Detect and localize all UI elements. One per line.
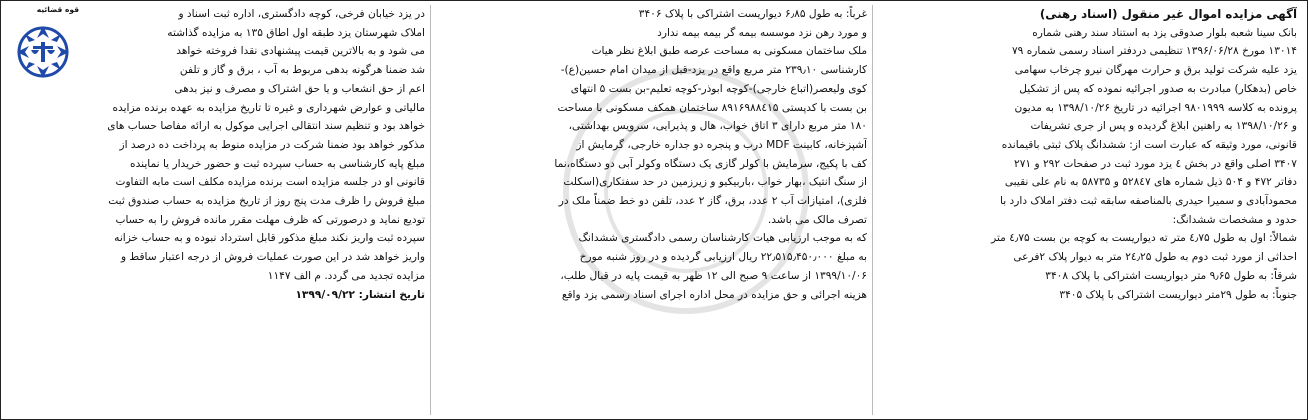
notice-title: آگهی مزایده اموال غیر منقول (اسناد رهنی) xyxy=(1039,7,1297,21)
text-line: به مبلغ ۲۲٫۵۱۵٫۴۵۰٫۰۰۰ ریال ارزیابی گردیده و در روز شنبه مورخ xyxy=(579,251,867,264)
text-line: می شود و به بالاترین قیمت پیشنهادی نقدا فروخته خواهد xyxy=(176,45,425,58)
text-line: و ۱۳۹۸/۱۰/۲۶ به راهنین ابلاغ گردیده و پس از جری تشریفات xyxy=(1030,120,1297,133)
text-line: کف با پکیج، سرمایش با کولر گازی یک دستگاه وکولر آبی دو دستگاه،نما xyxy=(554,157,867,170)
text-line: شرقاً: به طول ۹٫۶۵ متر دیواریست اشتراکی با پلاک ۳۴۰۸ xyxy=(1045,269,1297,282)
text-line: مزایده تجدید می گردد. م الف ۱۱۴۷ xyxy=(267,269,425,282)
text-line: املاک شهرستان یزد طبقه اول اطاق ۱۳۵ به مزایده گذاشته xyxy=(167,26,425,39)
text-line: قانونی او در جلسه مزایده است برنده مزایده مکلف است مابه التفاوت xyxy=(115,176,425,189)
text-line: مبلغ پایه کارشناسی به حساب سپرده ثبت و حضور خریدار یا نماینده xyxy=(130,157,425,170)
judiciary-logo xyxy=(7,5,79,95)
text-line: اعم از حق انشعاب و یا حق اشتراک و مصرف و نیز بدهی xyxy=(174,82,425,95)
text-line: از سنگ انتیک ،بهار خواب ،باربیکیو و زیرزمین در حد سفتکاری(اسکلت xyxy=(563,176,867,189)
text-line: جنوباً: به طول ۲۹متر دیواریست اشتراکی با پلاک ۳۴۰۵ xyxy=(1059,288,1297,301)
text-line: تودیع نماید و درصورتی که ظرف مهلت مقرر مانده فروش را به حساب xyxy=(115,213,425,226)
text-line: آشپزخانه، کابینت MDF درب و پنجره دو جداره خارجی، گرمایش از xyxy=(576,138,867,151)
text-line: خواهد بود و تنظیم سند انتقالی اجرایی موکول به ارائه مفاصا حساب های xyxy=(107,120,425,133)
text-line: ۱۸۰ متر مربع دارای ۳ اتاق خواب، هال و پذیرایی، سرویس بهداشتی، xyxy=(568,120,867,133)
text-line: بانک سینا شعبه بلوار صدوقی یزد به استناد سند رهنی شماره xyxy=(1032,26,1297,39)
text-line: ملک ساختمان مسکونی به مساحت عرصه طبق ابلاغ نظر هیات xyxy=(591,45,867,58)
text-line: مبلغ فروش را ظرف مدت پنج روز از تاریخ مزایده به حساب صندوق ثبت xyxy=(108,195,425,208)
text-line: ۳۴۰۷ اصلی واقع در بخش ٤ یزد مورد ثبت در صفحات ۲۹۲ و ۲۷۱ xyxy=(1014,157,1297,170)
text-line: کارشناسی ۲۳۹٫۱۰ متر مربع واقع در یزد-قبل از میدان امام حسین(ع)- xyxy=(560,64,867,77)
text-line: مذکور خواهد بود ضمنا شرکت در مزایده منوط به پرداخت ده درصد از xyxy=(119,138,425,151)
text-line: ۱۳۰۱۴ مورخ ۱۳۹۶/۰۶/۲۸ تنظیمی دردفتر اسناد رسمی شماره ۷۹ xyxy=(1011,45,1297,58)
logo-label: قوه قضائیه xyxy=(36,5,79,14)
text-line: بن بست با کدپستی ۸۹۱۶۹۸۸٤۱۵ ساختمان همکف مسکونی با مساحت xyxy=(557,101,867,114)
text-line: فلزی)، امتیازات آب ۲ عدد، برق، گاز ۲ عدد، تلفن دو خط ضمناً ملک در xyxy=(558,195,867,208)
column-left xyxy=(91,5,425,304)
column-middle-body xyxy=(437,5,867,304)
text-line: احداثی از مورد ثبت دوم به طول ۲٤٫۲۵ متر به دیوار پلاک ۲فرعی xyxy=(1013,251,1297,264)
text-line: حدود و مشخصات ششدانگ: xyxy=(1172,213,1297,226)
text-line: غرباً: به طول ۶٫۸۵ دیواریست اشتراکی با پلاک ۳۴۰۶ xyxy=(638,8,867,20)
text-line: مالیاتی و عوارض شهرداری و غیره تا تاریخ مزایده به عهده برنده مزایده xyxy=(112,101,425,114)
column-right-body xyxy=(879,24,1297,305)
publication-date: تاریخ انتشار: ۱۳۹۹/۰۹/۲۲ xyxy=(295,288,425,301)
judiciary-emblem-icon xyxy=(11,16,75,86)
text-line: تصرف مالک می باشد. xyxy=(767,213,867,226)
column-middle xyxy=(437,5,867,304)
text-line: و مورد رهن نزد موسسه بیمه گر بیمه بیمه ندارد xyxy=(657,26,867,39)
text-line: قانونی، مورد وثیقه که عبارت است از: ششدانگ پلاک ثبتی باقیمانده xyxy=(1001,138,1297,151)
column-left-body xyxy=(91,5,425,286)
text-line: هزینه اجرائی و حق مزایده در محل اداره اجرای اسناد رسمی یزد واقع xyxy=(561,288,867,301)
text-line: که به موجب ارزیابی هیات کارشناسان رسمی دادگستری ششدانگ xyxy=(578,232,867,245)
text-line: در یزد خیابان فرخی، کوچه دادگستری، اداره ثبت اسناد و xyxy=(178,8,425,20)
text-line: واریز خواهد شد در این صورت عملیات فروش از درجه اعتبار ساقط و xyxy=(120,251,425,264)
text-line: محمودآبادی و سمیرا حیدری بالمناصفه سابقه ثبت دفتر املاک دارد با xyxy=(1000,195,1297,208)
text-line: شد ضمنا هرگونه بدهی مربوط به آب ، برق و گاز و تلفن xyxy=(179,64,425,77)
text-line: یزد علیه شرکت تولید برق و حرارت مهرگان نیرو چرخاب سهامی xyxy=(1014,64,1297,77)
text-line: ۱۳۹۹/۱۰/۰۶ از ساعت ۹ صبح الی ۱۲ ظهر به قیمت پایه در قبال طلب، xyxy=(560,269,867,282)
text-line: شمالاً: اول به طول ٤٫۷۵ متر ته دیواریست به کوچه بن بست ٤٫۷۵ متر xyxy=(991,232,1297,245)
text-line: سپرده ثبت واریز نکند مبلغ مذکور قابل استرداد نبوده و به حساب خزانه xyxy=(114,232,425,245)
column-right xyxy=(879,5,1297,304)
column-divider xyxy=(872,5,873,415)
text-line: خاص (بدهکار) مبادرت به صدور اجرائیه نموده که پس از تشکیل xyxy=(1019,82,1297,95)
text-line: دفاتر ۴۷۲ و ۵۰۴ ذیل شماره های ۵۲۸٤۷ و ۵۸۷۳۵ به نام علی نقیبی xyxy=(1004,176,1297,189)
text-line: پرونده به کلاسه ۹۸۰۱۹۹۹ اجرائیه در تاریخ ۱۳۹۸/۱۰/۲۶ به مدیون xyxy=(1014,101,1297,114)
column-divider xyxy=(430,5,431,415)
text-line: کوی ولیعصر(اتباع خارجی)-کوچه ابوذر-کوچه تعلیم-بن بست ۵ انتهای xyxy=(570,82,867,95)
